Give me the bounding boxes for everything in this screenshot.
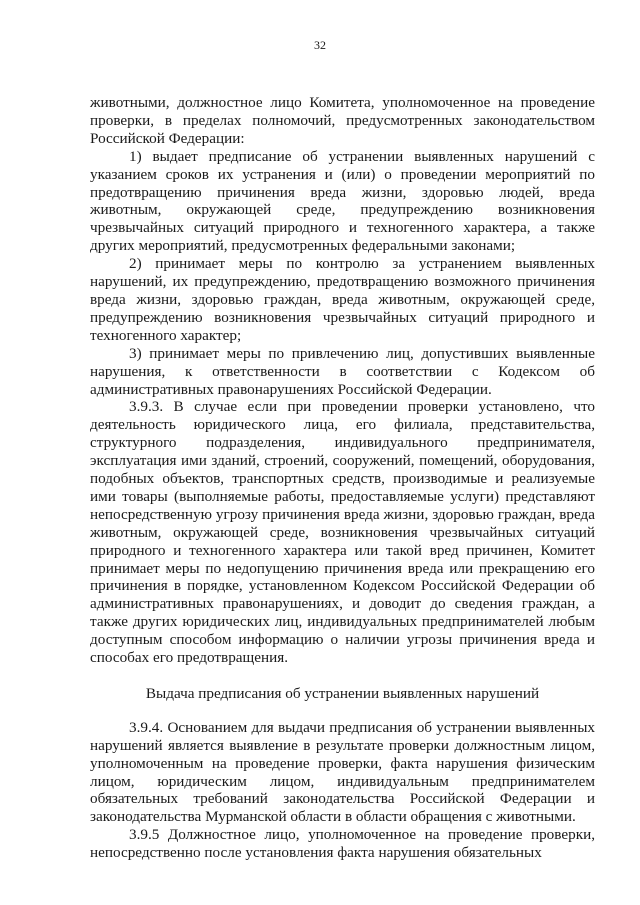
paragraph-item-2: 2) принимает меры по контролю за устранением выявленных нарушений, их предупреждению, предотвращению возможного причинения вреда жизни, здоровью граждан, вреда животным, окружающей среде, предупреждению возникновения чрезвычайных ситуаций природного и техногенного характер; (90, 255, 595, 344)
paragraph-3-9-3: 3.9.3. В случае если при проведении проверки установлено, что деятельность юридического лица, его филиала, представительства, структурного подразделения, индивидуального предпринимателя, эксплуатация ими зданий, строений, сооружений, помещений, оборудования, подобных объектов, транспортных средств, производимые и реализуемые ими товары (выполняемые работы, предоставляемые услуги) представляют непосредственную угрозу причинения вреда жизни, здоровью граждан, вреда животным, окружающей среде, возникновения чрезвычайных ситуаций природного и техногенного характера или такой вред причинен, Комитет принимает меры по недопущению причинения вреда или прекращению его причинения в порядке, установленном Кодексом Российской Федерации об административных правонарушениях, и доводит до сведения граждан, а также других юридических лиц, индивидуальных предпринимателей любым доступным способом информацию о наличии угрозы причинения вреда и способах его предотвращения. (90, 398, 595, 667)
document-body (90, 94, 595, 862)
paragraph-item-1: 1) выдает предписание об устранении выявленных нарушений с указанием сроков их устранения и (или) о проведении мероприятий по предотвращению причинения вреда жизни, здоровью людей, вреда животным, окружающей среде, предупреждению возникновения чрезвычайных ситуаций природного и техногенного характера, а также других мероприятий, предусмотренных федеральными законами; (90, 147, 595, 255)
page-number: 32 (314, 38, 326, 52)
paragraph-3-9-5: 3.9.5 Должностное лицо, уполномоченное на проведение проверки, непосредственно после установления факта нарушения обязательных (90, 826, 595, 862)
paragraph-item-3: 3) принимает меры по привлечению лиц, допустивших выявленные нарушения, к ответственности в соответствии с Кодексом об административных правонарушениях Российской Федерации. (90, 344, 595, 398)
section-heading: Выдача предписания об устранении выявленных нарушений (145, 684, 540, 702)
paragraph-continuation: животными, должностное лицо Комитета, уполномоченное на проведение проверки, в пределах полномочий, предусмотренных законодательством Российской Федерации: (90, 94, 595, 147)
paragraph-3-9-4: 3.9.4. Основанием для выдачи предписания об устранении выявленных нарушений является выявление в результате проверки должностным лицом, уполномоченным на проведение проверки, факта нарушения физическим лицом, юридическим лицом, индивидуальным предпринимателем обязательных требований законодательства Российской Федерации и законодательства Мурманской области в области обращения с животными. (90, 718, 595, 826)
